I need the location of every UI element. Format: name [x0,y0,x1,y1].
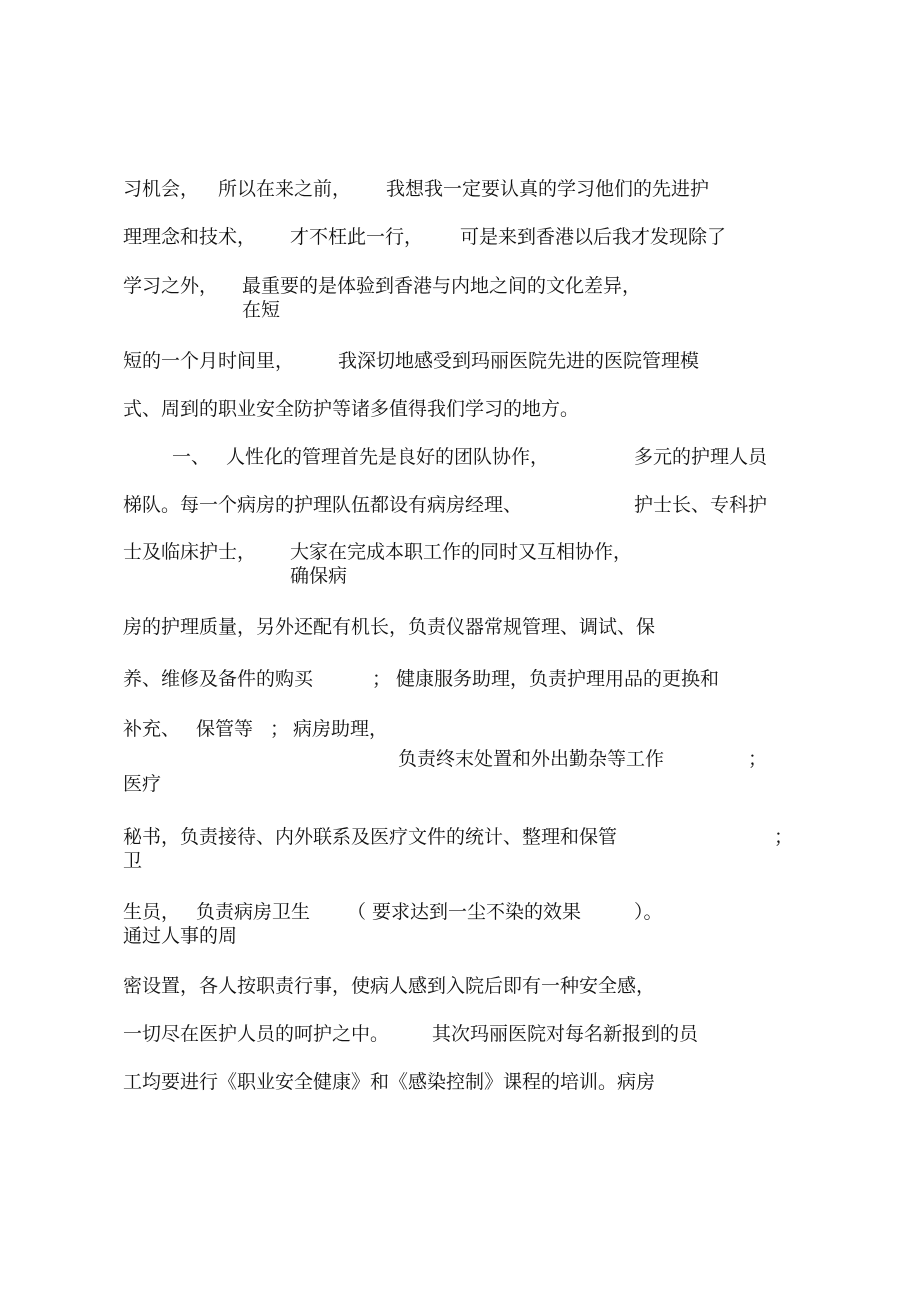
text-segment: ）。 [634,901,663,923]
text-segment: 士及临床护士， [123,541,257,563]
text-segment: 工均要进行《职业安全健康》和《感染控制》课程的培训。病房 [123,1071,656,1093]
text-segment: 房的护理质量，另外还配有机长，负责仪器常规管理、调试、保 [123,616,656,638]
text-segment: 多元的护理人员 [634,446,768,468]
text-segment: 生员， [123,901,181,923]
text-segment: 其次玛丽医院对每名新报到的员 [432,1023,699,1045]
text-segment: 负责终末处置和外出勤杂等工作 [398,748,665,770]
text-continuation: 医疗 [123,773,162,795]
text-continuation: 卫 [123,850,143,872]
text-continuation: 确保病 [290,565,348,587]
text-continuation: 通过人事的周 [123,925,238,947]
text-segment: 我想我一定要认真的学习他们的先进护 [386,178,710,200]
text-segment: 式、周到的职业安全防护等诸多值得我们学习的地方。 [123,398,580,420]
text-segment: 梯队。每一个病房的护理队伍都设有病房经理、 [123,494,523,516]
text-segment: 病房助理， [293,718,389,740]
text-segment: 健康服务助理，负责护理用品的更换和 [396,668,720,690]
text-segment: 人性化的管理首先是良好的团队协作， [226,446,550,468]
text-segment: 大家在完成本职工作的同时又互相协作， [290,541,633,563]
text-segment: 才不枉此一行， [290,226,424,248]
text-segment: 秘书，负责接待、内外联系及医疗文件的统计、整理和保管 [123,826,618,848]
text-segment: ； [748,748,768,770]
text-segment: 负责病房卫生 [196,901,311,923]
text-segment: 密设置，各人按职责行事，使病人感到入院后即有一种安全感， [123,975,656,997]
text-segment: 习机会， [123,178,200,200]
text-segment: 学习之外， [123,275,219,297]
text-segment: 所以在来之前， [218,178,352,200]
text-segment: 保管等 [196,718,254,740]
text-segment: 理理念和技术， [123,226,257,248]
text-segment: 养、维修及备件的购买 [123,668,314,690]
text-segment: 一切尽在医护人员的呵护之中。 [123,1023,390,1045]
text-segment: 要求达到一尘不染的效果 [372,901,582,923]
text-segment: 最重要的是体验到香港与内地之间的文化差异， [242,275,642,297]
text-segment: 一、 [172,446,211,468]
text-continuation: 在短 [242,299,281,321]
text-segment: 护士长、专科护 [634,494,768,516]
text-segment: 可是来到香港以后我才发现除了 [460,226,727,248]
text-segment: 短的一个月时间里， [123,350,295,372]
text-segment: 我深切地感受到玛丽医院先进的医院管理模 [338,350,700,372]
text-segment: 补充、 [123,718,181,740]
text-segment: （ [347,901,367,923]
text-segment: ； [774,826,794,848]
text-segment: ； [270,718,290,740]
text-segment: ； [372,668,392,690]
